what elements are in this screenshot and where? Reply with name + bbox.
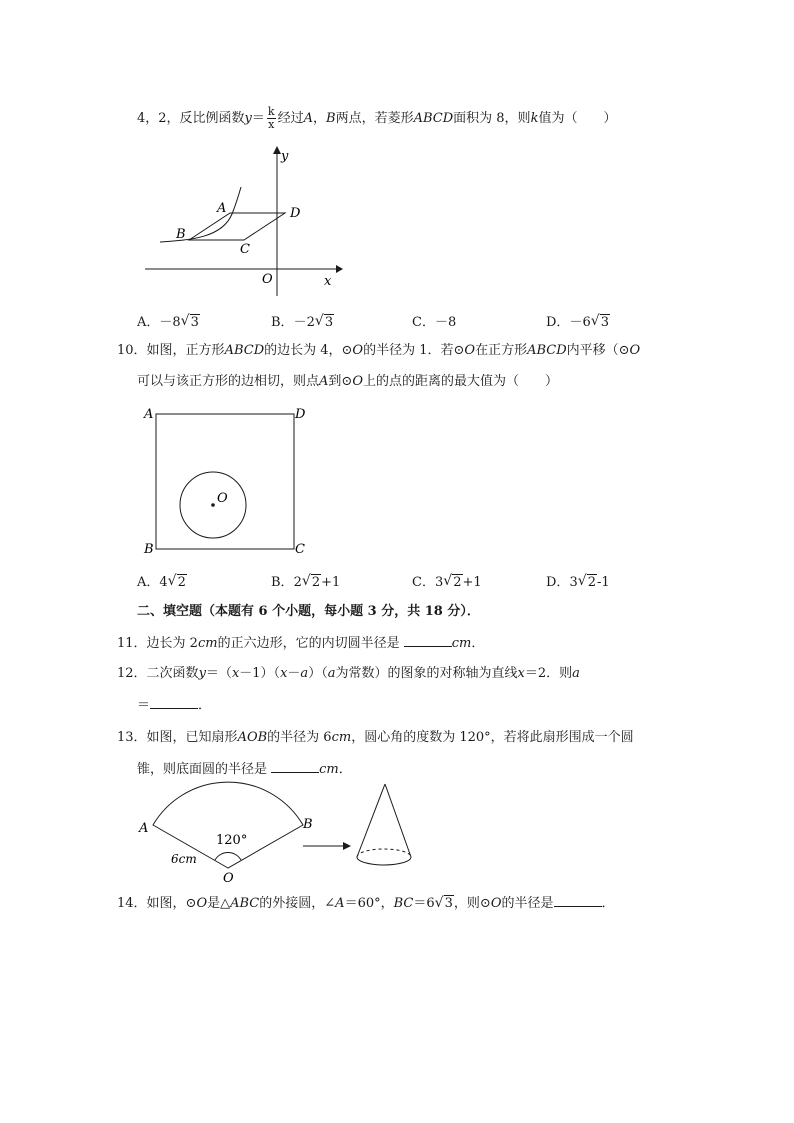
text: ． [601, 896, 615, 911]
q9-label-d: D [290, 206, 301, 221]
unit: cm [197, 636, 218, 651]
q10-label-o: O [217, 491, 228, 506]
q13-label-b: B [303, 817, 313, 832]
text: 二次函数 [146, 666, 199, 681]
q9-func-eq: ＝ [251, 111, 265, 126]
text: － [287, 666, 301, 681]
sqrt-symbol [435, 895, 454, 913]
math: a [300, 666, 309, 681]
q13-label-radius: 6cm [171, 852, 197, 866]
q9-stem [137, 106, 616, 131]
option-post: +1 [462, 575, 482, 590]
q13-angle-arc [215, 852, 241, 860]
q14-answer-blank[interactable] [554, 894, 602, 907]
text: 可以与该正方形的边相切，则点 [137, 374, 320, 389]
q10-label-b: B [144, 542, 154, 557]
option-coef: 2 [293, 575, 302, 590]
q9-option-b[interactable] [271, 311, 334, 330]
math: A [319, 374, 329, 389]
option-post: -1 [597, 575, 610, 590]
text: ＝（ [205, 666, 232, 681]
option-coef: －8 [159, 315, 181, 330]
q9-label-y: y [281, 149, 289, 164]
text: ）（ [308, 666, 328, 681]
math: A [335, 896, 345, 911]
question-number: 10． [117, 343, 147, 358]
q9-shape: ABCD [413, 111, 454, 126]
sqrt-symbol [181, 314, 200, 330]
math: BC [393, 896, 414, 911]
q9-option-c[interactable] [412, 311, 456, 330]
q10-center-dot [211, 503, 215, 507]
math: ABCD [224, 343, 265, 358]
text: ． [338, 762, 352, 777]
q9-stem-part1: 4，2，反比例函数 [137, 111, 245, 126]
q14-stem [117, 894, 615, 913]
q10-option-d[interactable] [546, 571, 610, 590]
q10-stem-line1 [117, 342, 640, 360]
q9-label-a: A [217, 201, 227, 216]
text: 上的点的距离的最大值为（ ） [362, 374, 558, 389]
text: ． [471, 636, 485, 651]
math: O [490, 896, 502, 911]
q9-option-a[interactable] [137, 311, 200, 330]
math: AOB [237, 730, 268, 745]
q9-x-arrow [336, 265, 343, 273]
option-coef: －6 [569, 315, 591, 330]
text: ＝2．则 [524, 666, 573, 681]
sqrt-symbol [168, 574, 187, 590]
option-coef: 3 [434, 575, 444, 590]
section-2-title: 二、填空题（本题有 6 个小题，每小题 3 分，共 18 分）． [137, 604, 480, 619]
math: ABC [230, 896, 260, 911]
text: 的正六边形，它的内切圆半径是 [217, 636, 400, 651]
math: x [280, 666, 288, 681]
text: 如图，正方形 [146, 343, 225, 358]
q10-option-b[interactable] [271, 571, 340, 590]
question-number: 12． [117, 666, 147, 681]
text: 的半径为 1．若⊙ [363, 343, 465, 358]
radicand: 2 [587, 575, 596, 590]
text: 的半径是 [501, 896, 554, 911]
math: O [196, 896, 208, 911]
q12-stem-line1 [117, 665, 580, 683]
q13-stem-line1 [117, 729, 634, 747]
q9-hyperbola [160, 187, 241, 242]
q13-cone-base-front [357, 857, 411, 865]
q11-stem [117, 634, 484, 653]
radicand: 2 [311, 575, 321, 590]
q10-option-a[interactable] [137, 571, 187, 590]
question-number: 11． [117, 636, 147, 651]
math: x [517, 666, 525, 681]
q9-stem-part3: 两点，若菱形 [335, 111, 414, 126]
q9-figure [140, 142, 350, 302]
option-letter: A． [137, 315, 160, 330]
radicand: 2 [177, 575, 186, 590]
q9-stem-part5: 值为（ ） [538, 111, 617, 126]
text: 如图，已知扇形 [146, 730, 238, 745]
sqrt-symbol [578, 574, 597, 590]
q9-point-b: B [326, 111, 336, 126]
q9-label-b: B [176, 227, 186, 242]
option-value: －8 [434, 315, 457, 330]
text: 边长为 2 [146, 636, 198, 651]
option-coef: －2 [293, 315, 315, 330]
math: O [629, 343, 641, 358]
question-number: 14． [117, 896, 147, 911]
text: 锥，则底面圆的半径是 [137, 762, 268, 777]
text: ＝60°， [344, 896, 394, 911]
q9-label-c: C [240, 242, 250, 257]
option-post: +1 [321, 575, 341, 590]
math: y [198, 666, 206, 681]
text: ，则⊙ [453, 896, 491, 911]
sqrt-symbol [443, 574, 462, 590]
q9-label-o: O [262, 272, 273, 287]
text: ＝6 [413, 896, 435, 911]
option-letter: B． [271, 315, 294, 330]
sqrt-symbol [591, 314, 610, 330]
math: O [352, 374, 363, 389]
text: 到⊙ [328, 374, 353, 389]
sqrt-symbol [302, 574, 321, 590]
text: 在正方形 [475, 343, 528, 358]
q9-frac-num: k [267, 105, 275, 118]
option-letter: C． [412, 575, 435, 590]
q13-cone-right [385, 784, 411, 857]
math: a [327, 666, 336, 681]
math: x [231, 666, 240, 681]
q13-arrow-head [343, 842, 351, 850]
option-coef: 3 [569, 575, 578, 590]
q10-label-c: C [295, 542, 305, 557]
q13-figure [135, 778, 425, 886]
unit: cm [451, 636, 472, 651]
text: 如图，⊙ [146, 896, 197, 911]
math: a [572, 666, 580, 681]
text: －1）（ [239, 666, 281, 681]
q10-label-a: A [144, 407, 154, 422]
q10-label-d: D [295, 407, 306, 422]
q9-stem-part2: 经过 [277, 111, 304, 126]
option-letter: D． [546, 575, 570, 590]
q13-stem-line2 [137, 760, 352, 779]
q9-sep: ， [313, 111, 327, 126]
radicand: 3 [190, 315, 199, 330]
q9-option-d[interactable] [546, 311, 610, 330]
q10-square [156, 414, 294, 549]
math: O [352, 343, 364, 358]
q10-stem-line2 [137, 373, 558, 391]
q10-option-c[interactable] [412, 571, 482, 590]
option-coef: 4 [159, 575, 168, 590]
q13-cone-base-back [357, 849, 411, 857]
q9-stem-part4: 面积为 8，则 [453, 111, 531, 126]
unit: cm [319, 762, 339, 777]
text: 的边长为 4，⊙ [264, 343, 353, 358]
text: ＝ [137, 698, 151, 713]
unit: cm [331, 730, 352, 745]
text: 的外接圆，∠ [259, 896, 336, 911]
q9-point-a: A [303, 111, 313, 126]
q12-stem-line2 [137, 696, 211, 715]
text: 内平移（⊙ [566, 343, 630, 358]
text: 是△ [207, 896, 231, 911]
q9-label-x: x [324, 274, 332, 289]
question-number: 13． [117, 730, 147, 745]
q9-fraction [267, 106, 276, 131]
q13-label-o: O [223, 871, 234, 886]
option-letter: D． [546, 315, 570, 330]
math: O [464, 343, 476, 358]
q9-func-y: y [244, 111, 252, 126]
math: ABCD [527, 343, 567, 358]
radicand: 3 [324, 315, 334, 330]
sqrt-symbol [315, 314, 334, 330]
text: ． [198, 698, 212, 713]
q9-y-arrow [273, 146, 281, 154]
q13-label-a: A [139, 821, 149, 836]
q13-cone-left [357, 784, 385, 857]
text: ，圆心角的度数为 120°，若将此扇形围成一个圆 [351, 730, 634, 745]
radicand: 3 [444, 896, 453, 911]
q9-frac-den: x [268, 118, 275, 131]
q10-figure [140, 402, 320, 562]
q13-answer-blank[interactable] [271, 760, 319, 773]
radicand: 2 [453, 575, 462, 590]
text: 的半径为 6 [267, 730, 332, 745]
q13-label-angle: 120° [216, 833, 248, 848]
q9-var-k: k [530, 111, 539, 126]
option-letter: C． [412, 315, 435, 330]
text: 为常数）的图象的对称轴为直线 [335, 666, 518, 681]
radicand: 3 [600, 315, 609, 330]
q12-answer-blank[interactable] [150, 696, 198, 709]
option-letter: B． [271, 575, 294, 590]
option-letter: A． [137, 575, 160, 590]
q11-answer-blank[interactable] [404, 634, 452, 647]
